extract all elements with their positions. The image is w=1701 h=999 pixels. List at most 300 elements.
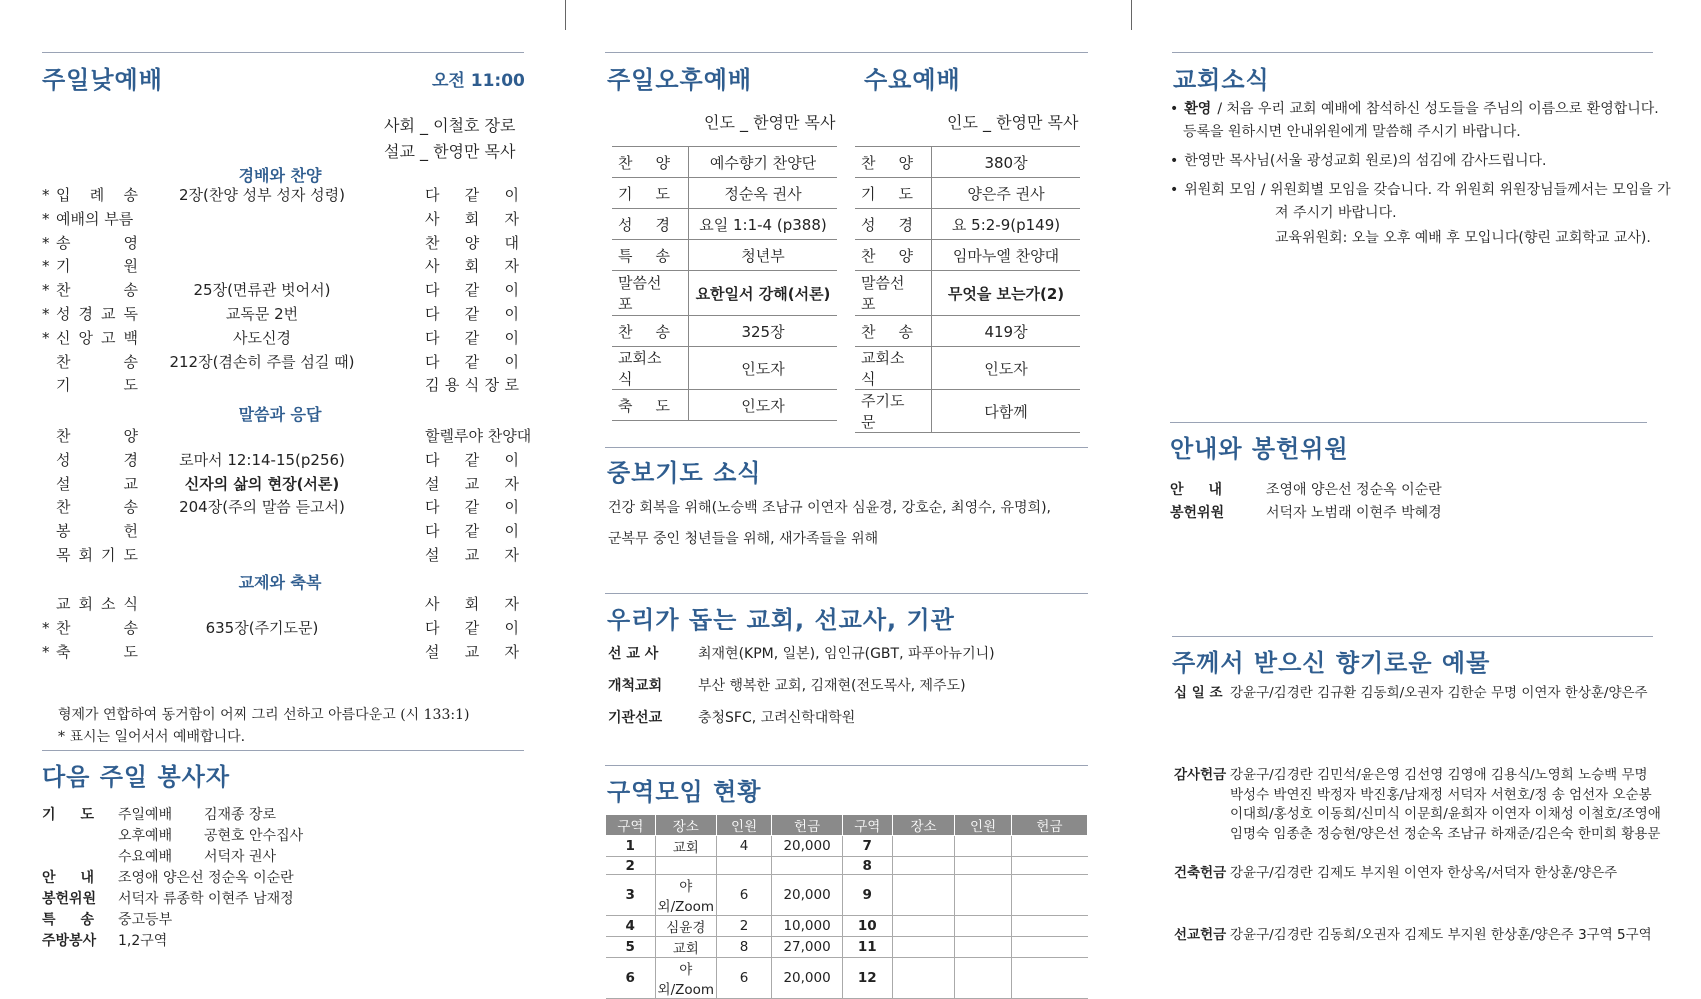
group-table-header-cell: 인원 bbox=[955, 815, 1012, 836]
afternoon-order-table bbox=[612, 146, 837, 421]
order-table-key-char: 기 bbox=[861, 184, 876, 203]
order-leader-char: 같 bbox=[464, 305, 480, 323]
order-table-value: 청년부 bbox=[689, 240, 838, 271]
order-item-char: 송 bbox=[123, 186, 138, 204]
news-item bbox=[1170, 150, 1546, 172]
order-item-char: 영 bbox=[123, 233, 138, 252]
order-leader-char: 자 bbox=[504, 209, 519, 228]
order-leader-char: 자 bbox=[504, 642, 519, 661]
order-table-row bbox=[612, 240, 837, 271]
order-item-leader bbox=[425, 472, 519, 496]
group-table-cell bbox=[955, 916, 1012, 937]
order-row bbox=[42, 373, 522, 397]
order-table-key-char: 성 bbox=[618, 215, 633, 234]
volunteer-value: 수요예배 bbox=[118, 849, 173, 865]
order-item-desc: 25장(면류관 벗어서) bbox=[193, 281, 331, 300]
order-table-key-text bbox=[618, 152, 670, 173]
intercession-line-2: 군복무 중인 청년들을 위해, 새가족들을 위해 bbox=[608, 531, 879, 547]
order-leader-char: 이 bbox=[504, 305, 519, 323]
group-table-cell bbox=[892, 958, 954, 999]
rule bbox=[42, 750, 524, 751]
order-item-char: 고 bbox=[101, 328, 116, 347]
order-item-leader bbox=[425, 495, 519, 519]
order-table-key-text bbox=[861, 321, 913, 342]
order-leader-char: 다 bbox=[425, 305, 440, 323]
order-table-key-char: 도 bbox=[655, 396, 670, 415]
order-item-leader bbox=[425, 254, 519, 278]
order-table-key-char: 축 bbox=[618, 396, 633, 415]
group-table-header-cell: 인원 bbox=[716, 815, 772, 836]
order-table-key-text bbox=[861, 390, 913, 432]
group-table-cell: 11 bbox=[842, 937, 892, 958]
volunteer-value: 오후예배 bbox=[118, 828, 173, 844]
group-table-cell: 2 bbox=[716, 916, 772, 937]
order-table-key bbox=[855, 178, 932, 209]
order-table-key-char: 양 bbox=[898, 246, 913, 265]
group-table-cell bbox=[892, 857, 954, 875]
usher-label bbox=[1170, 480, 1222, 500]
news-label: 환영 bbox=[1184, 101, 1212, 117]
order-table-row bbox=[855, 316, 1080, 347]
afternoon-service-title: 주일오후예배 bbox=[607, 66, 753, 94]
order-item-char: 원 bbox=[123, 257, 138, 276]
order-item-desc: 로마서 12:14-15(p256) bbox=[179, 450, 345, 469]
order-leader-char: 다 bbox=[425, 498, 440, 517]
order-row bbox=[42, 592, 522, 616]
order-table-value: 325장 bbox=[689, 316, 838, 347]
order-item-leader bbox=[425, 350, 519, 374]
order-table-value: 무엇을 보는가(2) bbox=[932, 271, 1081, 316]
order-table-key-char: 양 bbox=[655, 153, 670, 172]
order-table-row bbox=[855, 240, 1080, 271]
volunteer-label: 주방봉사 bbox=[42, 933, 97, 949]
standing-mark: * bbox=[42, 257, 50, 276]
group-table-cell: 9 bbox=[842, 875, 892, 916]
group-table-cell: 1 bbox=[606, 836, 656, 857]
group-table-cell bbox=[955, 958, 1012, 999]
order-leader-char: 회 bbox=[464, 595, 480, 613]
order-item-desc: 2장(찬양 성부 성자 성령) bbox=[179, 186, 345, 204]
order-item-leader bbox=[425, 448, 519, 472]
group-table-cell bbox=[1011, 875, 1087, 916]
sunday-service-title: 주일낮예배 bbox=[42, 66, 163, 94]
order-table-key-text bbox=[618, 321, 670, 342]
order-leader-char: 이 bbox=[504, 498, 519, 517]
news-text: / 처음 우리 교회 예배에 참석하신 성도들을 주님의 이름으로 환영합니다. bbox=[1217, 101, 1659, 117]
order-table-row bbox=[855, 347, 1080, 390]
order-leader-char: 로 bbox=[504, 376, 519, 395]
order-leader-char: 회 bbox=[464, 209, 480, 228]
order-table-key-char: 송 bbox=[898, 322, 913, 341]
order-table-key-char: 성 bbox=[861, 215, 876, 234]
order-table-key-char: 찬 bbox=[861, 322, 876, 341]
order-table-key-char: 특 bbox=[618, 246, 633, 265]
order-table-row bbox=[855, 178, 1080, 209]
order-table-key bbox=[612, 240, 689, 271]
volunteer-label-char: 내 bbox=[80, 870, 94, 886]
volunteer-label-char: 송 bbox=[80, 912, 94, 928]
order-leader-char: 사 bbox=[425, 257, 440, 276]
service-time: 오전 11:00 bbox=[432, 71, 525, 91]
standing-mark: * bbox=[42, 233, 50, 252]
order-leader-char: 사 bbox=[425, 209, 440, 228]
order-item-name bbox=[56, 495, 138, 519]
order-table-key bbox=[612, 147, 689, 178]
news-item bbox=[1170, 98, 1659, 120]
group-table-cell bbox=[955, 937, 1012, 958]
group-table-header-cell: 구역 bbox=[606, 815, 656, 836]
order-table-row bbox=[612, 178, 837, 209]
order-item-char: 도 bbox=[123, 376, 138, 395]
order-item-char: 송 bbox=[56, 233, 71, 252]
order-leader-char: 이 bbox=[504, 522, 519, 541]
order-table-key bbox=[855, 390, 932, 433]
order-table-key-char: 교회소식 bbox=[618, 349, 662, 388]
order-leader-char: 사 bbox=[425, 595, 440, 613]
order-table-key-char: 말씀선포 bbox=[861, 274, 905, 313]
rule bbox=[605, 447, 1088, 448]
order-table-row bbox=[855, 147, 1080, 178]
order-leader-char: 다 bbox=[425, 450, 440, 469]
group-table-header-cell: 구역 bbox=[842, 815, 892, 836]
order-item-char: 백 bbox=[123, 328, 138, 347]
rule bbox=[605, 765, 1088, 766]
order-item-leader bbox=[425, 278, 519, 302]
order-leader-char: 같 bbox=[464, 498, 480, 517]
news-text-cont: 등록을 원하시면 안내위원에게 말씀해 주시기 바랍니다. bbox=[1183, 124, 1521, 140]
order-leader-char: 이 bbox=[504, 450, 519, 469]
group-table-header-cell: 장소 bbox=[892, 815, 954, 836]
volunteer-name: 김재종 장로 bbox=[204, 807, 277, 823]
volunteer-label bbox=[42, 868, 94, 888]
order-table-key-char: 송 bbox=[655, 246, 670, 265]
order-leader-char: 교 bbox=[464, 642, 480, 661]
fold-mark-2 bbox=[1131, 0, 1132, 30]
order-item-char: 축 bbox=[56, 642, 71, 661]
group-table-cell bbox=[892, 937, 954, 958]
order-leader-char: 장 bbox=[484, 376, 500, 395]
order-table-key-text bbox=[618, 214, 670, 235]
group-table-header-cell: 헌금 bbox=[1011, 815, 1087, 836]
bullet-dot: • bbox=[1170, 101, 1179, 117]
order-item-char: 찬 bbox=[56, 427, 71, 445]
group-table-cell: 27,000 bbox=[772, 937, 842, 958]
group-table-cell: 8 bbox=[716, 937, 772, 958]
order-item-char: 교 bbox=[123, 474, 138, 493]
group-table-cell bbox=[892, 875, 954, 916]
order-leader-char: 자 bbox=[504, 595, 519, 613]
order-row bbox=[42, 231, 522, 255]
intercession-line-1: 건강 회복을 위해(노승백 조남규 이연자 심윤경, 강호순, 최영수, 유명희), bbox=[608, 500, 1051, 516]
volunteer-value: 조영애 양은선 정순옥 이순란 bbox=[118, 870, 294, 886]
group-table-cell bbox=[1011, 836, 1087, 857]
order-table-key-text bbox=[861, 347, 913, 389]
order-leader-char: 설 bbox=[425, 546, 440, 564]
order-item-char: 기 bbox=[56, 376, 71, 395]
order-table-key-char: 찬 bbox=[618, 322, 633, 341]
order-item-desc: 212장(겸손히 주를 섬길 때) bbox=[169, 352, 355, 371]
group-table-cell: 20,000 bbox=[772, 958, 842, 999]
order-table-value: 다함께 bbox=[932, 390, 1081, 433]
group-table-row bbox=[606, 937, 1088, 958]
order-leader-char: 다 bbox=[425, 618, 440, 637]
order-table-value: 요 5:2-9(p149) bbox=[932, 209, 1081, 240]
order-leader-char: 할렐루야 찬양대 bbox=[425, 427, 532, 445]
order-row bbox=[42, 278, 522, 302]
order-row bbox=[42, 302, 522, 326]
order-item-char: 식 bbox=[123, 595, 138, 613]
bullet-dot: • bbox=[1170, 182, 1179, 198]
order-table-value: 임마누엘 찬양대 bbox=[932, 240, 1081, 271]
order-row bbox=[42, 254, 522, 278]
order-table-key-char: 경 bbox=[898, 215, 913, 234]
order-leader-char: 같 bbox=[464, 522, 480, 541]
thanks-line: 임명숙 임종춘 정승현/양은선 정순옥 조남규 하재준/김은숙 한미희 황용문 bbox=[1230, 825, 1661, 842]
order-item-name bbox=[56, 448, 138, 472]
order-table-key bbox=[612, 347, 689, 390]
order-item-name bbox=[56, 254, 138, 278]
order-leader-char: 교 bbox=[464, 474, 480, 493]
order-item-name bbox=[56, 183, 138, 207]
order-item-char: 기 bbox=[56, 257, 71, 276]
order-table-key bbox=[855, 271, 932, 316]
group-table-header-cell: 장소 bbox=[655, 815, 716, 836]
order-leader-char: 같 bbox=[464, 281, 480, 300]
order-leader-char: 다 bbox=[425, 352, 440, 371]
intercession-title: 중보기도 소식 bbox=[607, 459, 762, 487]
wednesday-lead: 인도 _ 한영만 목사 bbox=[947, 113, 1079, 132]
volunteer-value: 주일예배 bbox=[118, 807, 173, 823]
order-table-key-char: 양 bbox=[898, 153, 913, 172]
order-leader-char: 이 bbox=[504, 352, 519, 371]
order-row bbox=[42, 640, 522, 664]
order-table-row bbox=[855, 271, 1080, 316]
rule bbox=[1172, 52, 1653, 53]
group-table-cell: 10,000 bbox=[772, 916, 842, 937]
volunteer-value: 중고등부 bbox=[118, 912, 173, 928]
order-item-name bbox=[56, 543, 138, 567]
order-table-key bbox=[612, 316, 689, 347]
volunteer-label-char: 특 bbox=[42, 912, 56, 928]
order-table-value: 419장 bbox=[932, 316, 1081, 347]
order-item-desc: 신자의 삶의 현장(서론) bbox=[184, 474, 340, 493]
order-leader-char: 같 bbox=[464, 328, 480, 347]
bible-verse: 형제가 연합하여 동거함이 어찌 그리 선하고 아름다운고 (시 133:1) bbox=[58, 707, 470, 723]
order-table-value: 인도자 bbox=[689, 390, 838, 421]
order-row bbox=[42, 350, 522, 374]
mission-value: 부산 행복한 교회, 김재현(전도목사, 제주도) bbox=[698, 678, 966, 694]
order-leader-char: 자 bbox=[504, 474, 519, 493]
order-table-key bbox=[612, 271, 689, 316]
group-table-cell bbox=[892, 916, 954, 937]
group-table-cell bbox=[1011, 937, 1087, 958]
order-leader-char: 다 bbox=[425, 522, 440, 541]
group-table-cell: 교회 bbox=[655, 836, 716, 857]
order-item-char: 회 bbox=[78, 546, 93, 564]
order-item-leader bbox=[425, 373, 519, 397]
group-table-cell: 6 bbox=[606, 958, 656, 999]
order-leader-char: 양 bbox=[464, 233, 480, 252]
order-table-row bbox=[855, 390, 1080, 433]
group-table-cell: 7 bbox=[842, 836, 892, 857]
group-table-cell: 10 bbox=[842, 916, 892, 937]
order-table-key-text bbox=[618, 347, 670, 389]
order-item-name bbox=[56, 640, 138, 664]
order-leader-char: 이 bbox=[504, 618, 519, 637]
order-table-key-text bbox=[861, 245, 913, 266]
order-leader-char: 대 bbox=[504, 233, 519, 252]
order-row bbox=[42, 616, 522, 640]
group-table-row bbox=[606, 958, 1088, 999]
volunteer-label bbox=[42, 910, 94, 930]
group-table-cell bbox=[955, 836, 1012, 857]
order-item-leader bbox=[425, 302, 519, 326]
order-leader-char: 설 bbox=[425, 474, 440, 493]
order-table-key-text bbox=[618, 245, 670, 266]
group-table-cell bbox=[892, 836, 954, 857]
news-item bbox=[1170, 179, 1671, 201]
order-table-key bbox=[612, 178, 689, 209]
group-table-cell bbox=[955, 875, 1012, 916]
order-table-key-text bbox=[861, 183, 913, 204]
order-row bbox=[42, 326, 522, 350]
group-table-cell bbox=[655, 857, 716, 875]
news-text: 한영만 목사님(서울 광성교회 원로)의 섬김에 감사드립니다. bbox=[1184, 153, 1547, 169]
order-item-char: 찬 bbox=[56, 281, 71, 300]
order-table-key-text bbox=[861, 152, 913, 173]
order-item-desc: 사도신경 bbox=[233, 328, 291, 347]
order-item-char: 입 bbox=[56, 186, 71, 204]
section-word: 말씀과 응답 bbox=[238, 405, 322, 424]
news-text: 위원회 모임 / 위원회별 모임을 갖습니다. 각 위원회 위원장님들께서는 모임을 가 bbox=[1184, 182, 1671, 198]
order-row bbox=[42, 424, 532, 448]
order-item-char: 송 bbox=[123, 618, 138, 637]
order-item-leader bbox=[425, 183, 519, 207]
order-table-key bbox=[855, 316, 932, 347]
group-table-cell bbox=[955, 857, 1012, 875]
order-item-char: 성 bbox=[56, 450, 71, 469]
group-table-header bbox=[606, 815, 1088, 836]
news-text-cont: 져 주시기 바랍니다. bbox=[1275, 205, 1397, 221]
order-item-char: 찬 bbox=[56, 498, 71, 517]
order-item-char: 봉 bbox=[56, 522, 71, 541]
bullet-dot: • bbox=[1170, 153, 1179, 169]
order-item-char: 헌 bbox=[123, 522, 138, 541]
thanks-line: 박성수 박연진 박정자 박진홍/남재정 서덕자 서현호/정 송 엄선자 오순봉 bbox=[1230, 786, 1652, 803]
group-table-cell: 4 bbox=[716, 836, 772, 857]
next-volunteers-title: 다음 주일 봉사자 bbox=[42, 763, 230, 791]
volunteer-name: 서덕자 권사 bbox=[204, 849, 277, 865]
order-item-char: 앙 bbox=[78, 328, 93, 347]
order-table-key-char: 찬 bbox=[618, 153, 633, 172]
order-table-value: 인도자 bbox=[689, 347, 838, 390]
order-table-key-char: 기 bbox=[618, 184, 633, 203]
group-table-cell: 20,000 bbox=[772, 836, 842, 857]
order-leader-char: 같 bbox=[464, 352, 480, 371]
group-table-cell: 12 bbox=[842, 958, 892, 999]
order-table-row bbox=[612, 271, 837, 316]
order-row bbox=[42, 448, 522, 472]
order-leader-char: 같 bbox=[464, 618, 480, 637]
order-item-leader bbox=[425, 592, 519, 616]
rule bbox=[42, 52, 524, 53]
order-item-name bbox=[56, 373, 138, 397]
group-meeting-table bbox=[605, 814, 1088, 999]
order-item-char: 송 bbox=[123, 498, 138, 517]
mission-value: 최재현(KPM, 일본), 임인규(GBT, 파푸아뉴기니) bbox=[698, 646, 995, 662]
order-leader-char: 같 bbox=[464, 186, 480, 204]
group-table-cell: 5 bbox=[606, 937, 656, 958]
standing-mark: * bbox=[42, 305, 50, 323]
group-table-row bbox=[606, 916, 1088, 937]
volunteer-label-char: 안 bbox=[42, 870, 56, 886]
order-table-key-text bbox=[618, 183, 670, 204]
volunteer-label-char: 도 bbox=[80, 807, 94, 823]
group-table-cell: 4 bbox=[606, 916, 656, 937]
offerings-title: 주께서 받으신 향기로운 예물 bbox=[1172, 649, 1491, 677]
mission-value: 충청SFC, 고려신학대학원 bbox=[698, 710, 856, 726]
order-leader-char: 이 bbox=[504, 328, 519, 347]
order-item-char: 회 bbox=[78, 595, 93, 613]
group-table-cell bbox=[1011, 958, 1087, 999]
order-row bbox=[42, 543, 522, 567]
order-item-leader bbox=[425, 519, 519, 543]
order-table-value: 요한일서 강해(서론) bbox=[689, 271, 838, 316]
thanks-line: 이대희/홍성호 이동희/신미식 이문희/윤희자 이연자 이채성 이철호/조영애 bbox=[1230, 806, 1661, 822]
group-table-cell: 2 bbox=[606, 857, 656, 875]
volunteer-label-char: 기 bbox=[42, 807, 56, 823]
order-item-name bbox=[56, 616, 138, 640]
order-item-name bbox=[56, 278, 138, 302]
missions-title: 우리가 돕는 교회, 선교사, 기관 bbox=[607, 606, 955, 634]
order-table-key bbox=[612, 209, 689, 240]
order-item-name bbox=[56, 207, 138, 231]
order-table-row bbox=[855, 209, 1080, 240]
order-leader-char: 다 bbox=[425, 281, 440, 300]
order-item-name bbox=[56, 424, 138, 448]
group-table-cell bbox=[772, 857, 842, 875]
volunteer-name: 공현호 안수집사 bbox=[204, 828, 304, 844]
order-leader-char: 설 bbox=[425, 642, 440, 661]
order-item-char: 도 bbox=[123, 642, 138, 661]
usher-label-char: 내 bbox=[1208, 482, 1222, 498]
order-table-key-char: 도 bbox=[898, 184, 913, 203]
order-item-char: 소 bbox=[101, 595, 116, 613]
order-item-char: 경 bbox=[123, 450, 138, 469]
order-item-name bbox=[56, 519, 138, 543]
rule bbox=[1170, 422, 1647, 423]
rule bbox=[605, 593, 1088, 594]
service-preacher: 설교 _ 한영만 목사 bbox=[384, 142, 516, 161]
group-table-cell bbox=[1011, 916, 1087, 937]
order-table-key-char: 도 bbox=[655, 184, 670, 203]
order-table-key bbox=[855, 209, 932, 240]
order-table-key bbox=[855, 147, 932, 178]
service-leader: 사회 _ 이철호 장로 bbox=[384, 116, 516, 135]
group-table-cell: 야외/Zoom bbox=[655, 875, 716, 916]
order-leader-char: 용 bbox=[444, 376, 460, 395]
group-table-cell: 3 bbox=[606, 875, 656, 916]
order-item-char: 교 bbox=[56, 595, 71, 613]
order-item-char: 목 bbox=[56, 546, 71, 564]
order-item-char: 독 bbox=[123, 305, 138, 323]
group-table-row bbox=[606, 875, 1088, 916]
section-fellowship: 교제와 축복 bbox=[238, 573, 322, 592]
order-item-char: 성 bbox=[56, 305, 71, 323]
order-table-key bbox=[855, 240, 932, 271]
order-leader-char: 같 bbox=[464, 450, 480, 469]
order-leader-char: 자 bbox=[504, 257, 519, 276]
